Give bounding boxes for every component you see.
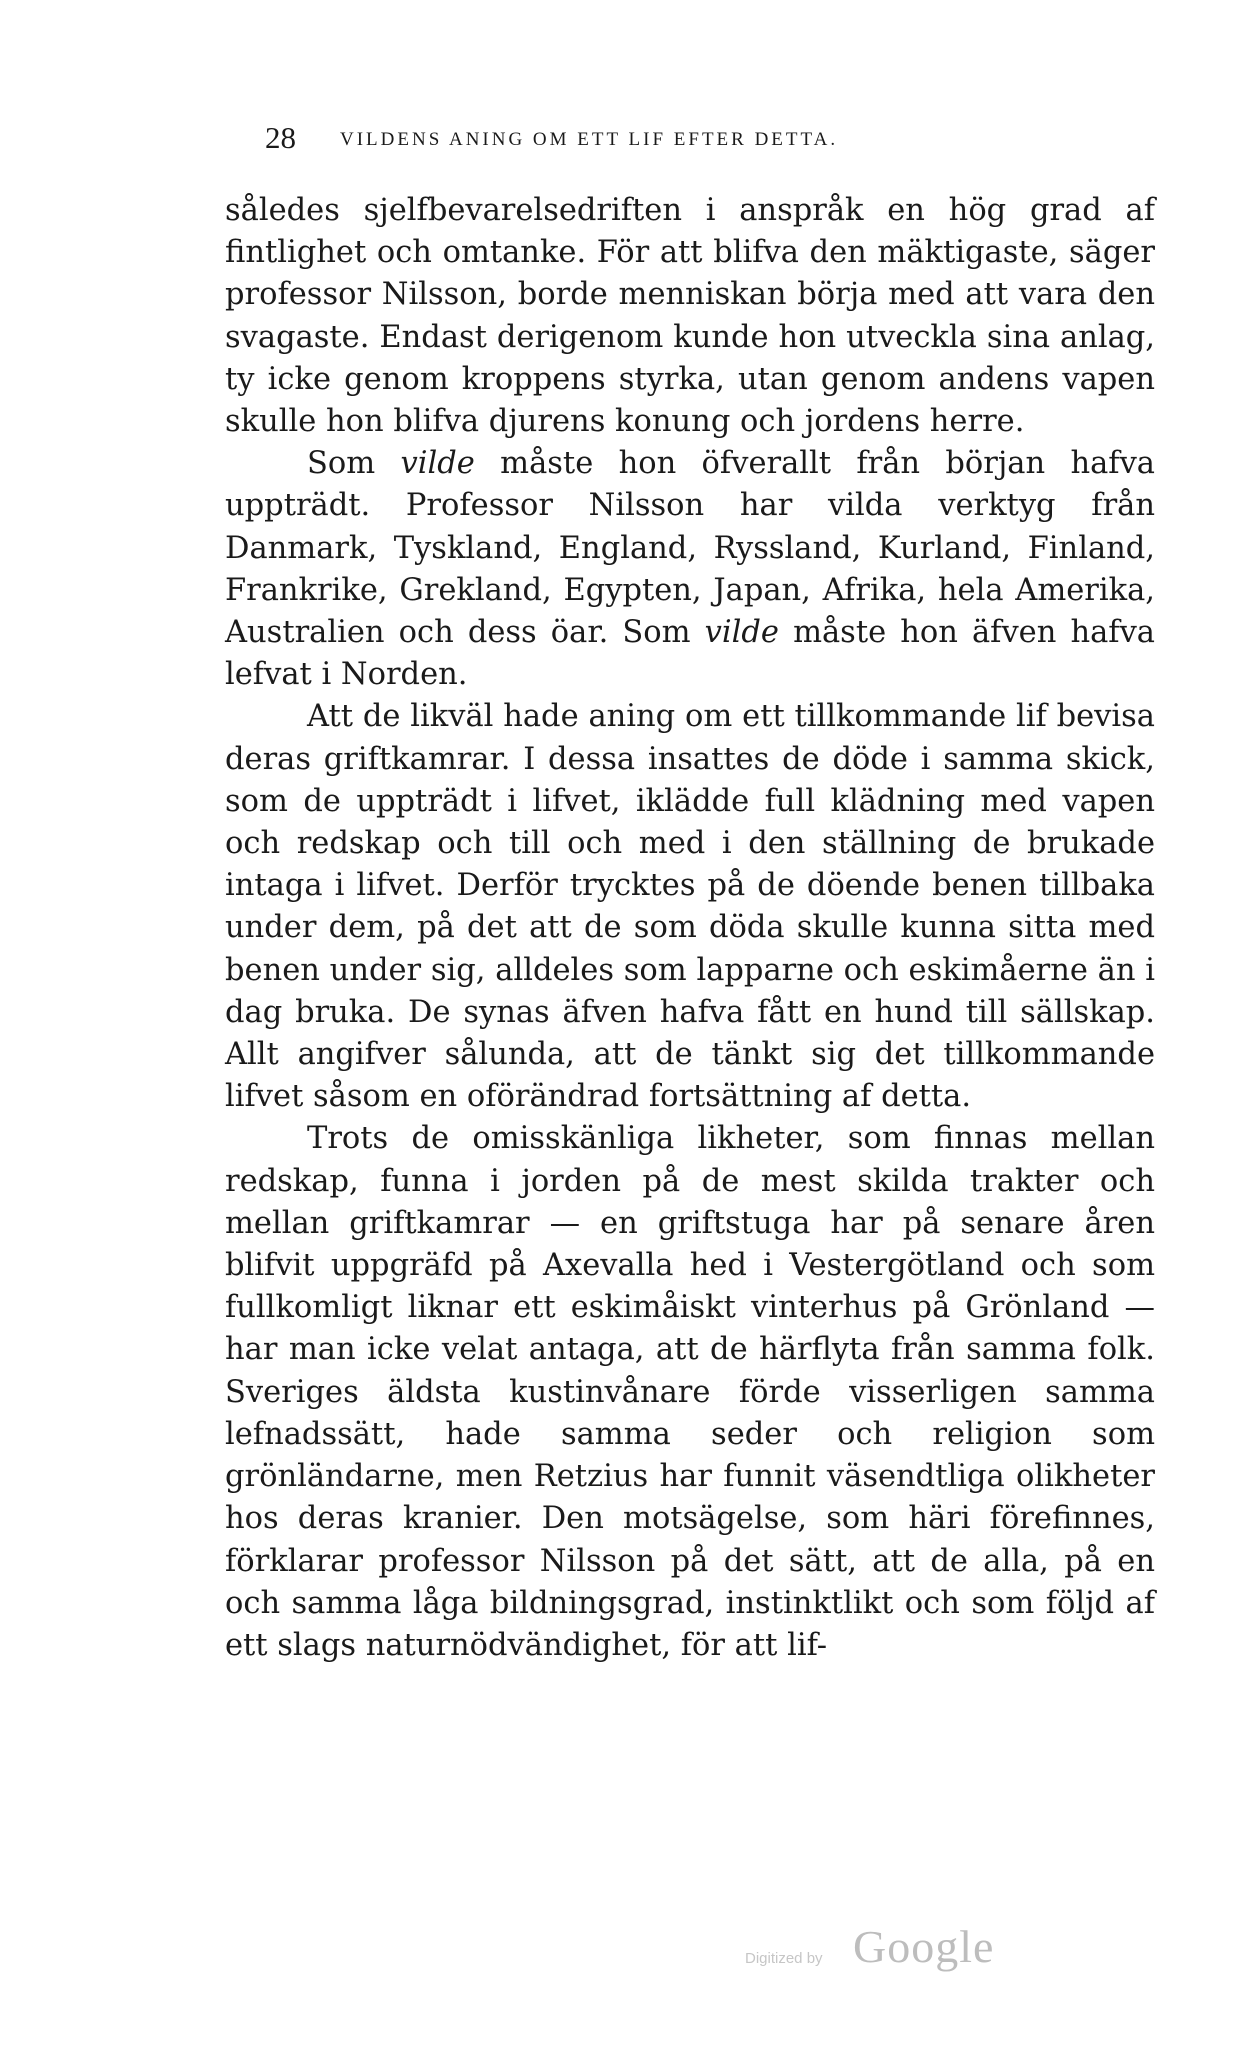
paragraph-2-text-c: måste hon äfven hafva lefvat i Norden. <box>225 615 1155 693</box>
emphasis-vilde-2: vilde <box>704 615 779 651</box>
emphasis-vilde-1: vilde <box>400 446 475 482</box>
watermark-prefix: Digitized by <box>745 1950 823 1967</box>
digitized-by-google-watermark <box>745 1920 1065 1980</box>
paragraph-3: Att de likväl hade aning om ett tillkommande lif bevisa deras griftkamrar. I dessa insattes de döde i samma skick, som de uppträdt i lifvet, iklädde full klädning med vapen och redskap och till och med i den ställning de brukade intaga i lifvet. Derför trycktes på de döende benen tillbaka under dem, på det att de som döda skulle kunna sitta med benen under sig, alldeles som lapparne och eskimåerne än i dag bruka. De synas äfven hafva fått en hund till sällskap. Allt angifver sålunda, att de tänkt sig det tillkommande lifvet såsom en oförändrad fortsättning af detta. <box>225 699 1155 1115</box>
paragraph-2-text-b: måste hon öfverallt från början hafva uppträdt. Professor Nilsson har vilda verktyg från Danmark, Tyskland, England, Ryssland, Kurland, Finland, Frankrike, Grekland, Egypten, Japan, Afrika, hela Amerika, Australien och dess öar. Som <box>225 446 1155 651</box>
body-text <box>225 190 1155 1667</box>
running-title: VILDENS ANING OM ETT LIF EFTER DETTA. <box>340 129 839 150</box>
paragraph-2-text-a: Som <box>307 446 401 482</box>
running-head <box>265 120 1165 170</box>
paragraph-4: Trots de omisskänliga likheter, som finnas mellan redskap, funna i jorden på de mest skilda trakter och mellan griftkamrar — en griftstuga har på senare åren blifvit uppgräfd på Axevalla hed i Vestergötland och som fullkomligt liknar ett eskimåiskt vinterhus på Grönland — har man icke velat antaga, att de härflyta från samma folk. Sveriges äldsta kustinvånare förde visserligen samma lefnadssätt, hade samma seder och religion som grönländarne, men Retzius har funnit väsendtliga olikheter hos deras kranier. Den motsägelse, som häri förefinnes, förklarar professor Nilsson på det sätt, att de alla, på en och samma låga bildningsgrad, instinktlikt och som följd af ett slags naturnödvändighet, för att lif- <box>225 1121 1155 1663</box>
paragraph-2 <box>225 443 1155 696</box>
paragraph-1: således sjelfbevarelsedriften i anspråk en hög grad af fintlighet och omtanke. För att blifva den mäktigaste, säger professor Nilsson, borde menniskan börja med att vara den svagaste. Endast derigenom kunde hon utveckla sina anlag, ty icke genom kroppens styrka, utan genom andens vapen skulle hon blifva djurens konung och jordens herre. <box>225 193 1155 440</box>
google-logo-text: Google <box>853 1921 995 1972</box>
page-number: 28 <box>265 120 296 155</box>
